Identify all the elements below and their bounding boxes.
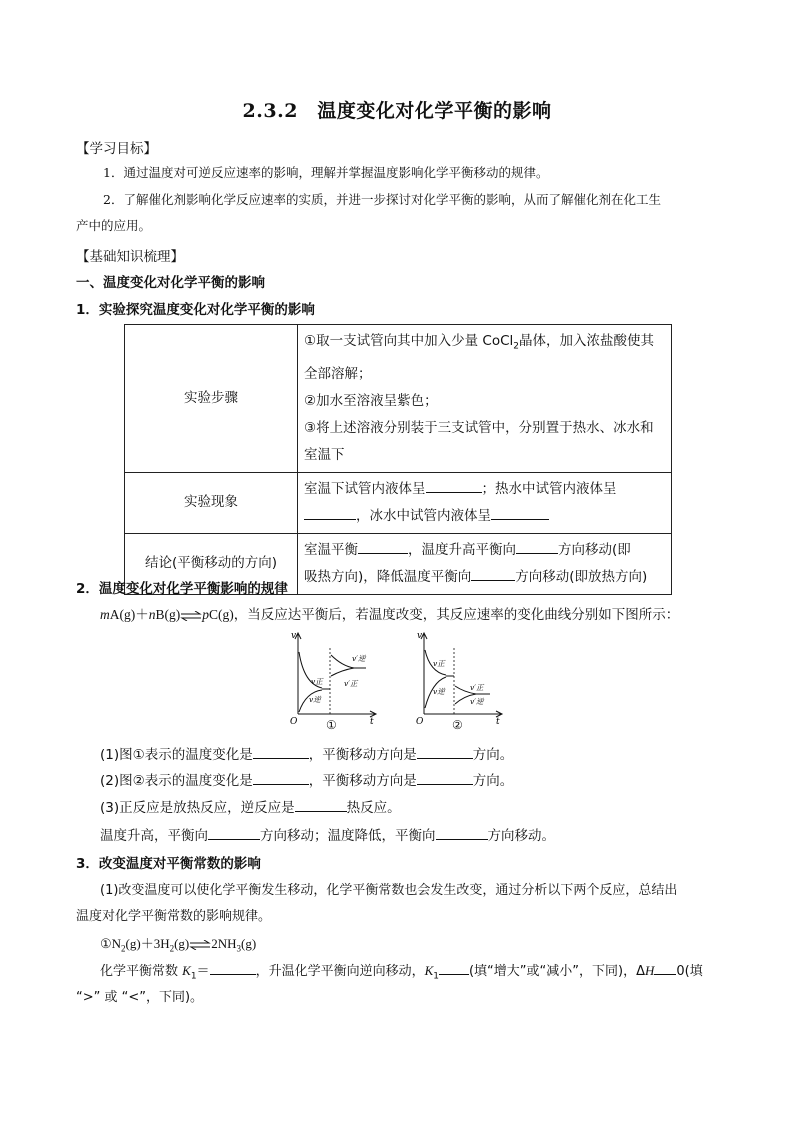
subscript: 1 <box>190 971 197 982</box>
section-1-heading: 一、温度变化对化学平衡的影响 <box>76 275 265 291</box>
step-2-text: ②加水至溶液呈紫色； <box>304 392 438 409</box>
conclusion-text: 吸热方向)，降低温度平衡向 <box>304 568 472 585</box>
phenomena-text: ，冰水中试管内液体呈 <box>356 507 491 524</box>
species-c: C(g) <box>209 607 234 622</box>
rule-text: 方向移动。 <box>487 828 555 844</box>
basics-heading: 【基础知识梳理】 <box>76 249 184 265</box>
state-label: (g) <box>174 936 190 951</box>
forward-label: v正 <box>311 677 323 686</box>
question-text: 热反应。 <box>346 800 401 816</box>
question-text: 方向。 <box>472 747 514 763</box>
answer-blank[interactable] <box>654 960 676 975</box>
answer-blank[interactable] <box>471 566 515 581</box>
question-text: ，平衡移动方向是 <box>308 747 417 763</box>
reaction-1 <box>100 933 256 954</box>
answer-blank[interactable] <box>358 539 408 554</box>
rule-text: 温度升高，平衡向 <box>100 828 208 844</box>
forward-label: v正 <box>433 659 445 668</box>
answer-blank[interactable] <box>210 960 256 975</box>
answer-blank[interactable] <box>426 478 482 493</box>
conclusion-text: 方向移动(即放热方向) <box>515 568 648 585</box>
table-row <box>125 472 672 533</box>
new-reverse-label: v′逆 <box>470 697 484 706</box>
h-symbol: H <box>644 963 655 978</box>
subsection-1-heading: 1．实验探究温度变化对化学平衡的影响 <box>76 302 315 318</box>
answer-blank[interactable] <box>417 744 473 759</box>
new-reverse-label: v′逆 <box>352 654 366 663</box>
equilibrium-constant-line <box>100 960 703 982</box>
step-3-cont: 室温下 <box>304 446 345 463</box>
question-text: (1)图①表示的温度变化是 <box>100 747 253 763</box>
step-1-text: ①取一支试管向其中加入少量 CoCl <box>304 333 514 349</box>
reverse-label: v逆 <box>309 695 321 704</box>
question-text: ，平衡移动方向是 <box>308 773 417 789</box>
conclusion-text: 方向移动(即 <box>558 541 631 558</box>
k-text: (填“增大”或“减小”，下同)，Δ <box>468 964 645 979</box>
temperature-rule <box>100 824 555 844</box>
experiment-table <box>124 324 672 595</box>
y-axis-label: v <box>417 631 423 641</box>
graph-2-caption: ② <box>452 718 463 732</box>
answer-blank[interactable] <box>253 744 309 759</box>
reverse-label: v逆 <box>433 687 445 696</box>
table-cell-steps <box>298 325 672 473</box>
objective-2-line-2: 产中的应用。 <box>76 218 152 233</box>
k-text: 化学平衡常数 <box>100 964 183 979</box>
table-row <box>125 325 672 473</box>
subsection-3-heading: 3．改变温度对平衡常数的影响 <box>76 856 261 872</box>
table-header-steps: 实验步骤 <box>125 325 298 473</box>
k-symbol: K <box>424 963 434 978</box>
conclusion-text: 室温平衡 <box>304 541 358 558</box>
new-forward-label: v′正 <box>344 679 358 688</box>
origin-label: O <box>416 717 424 727</box>
question-2 <box>100 769 513 789</box>
new-forward-label: v′正 <box>470 683 484 692</box>
graph-1-caption: ① <box>326 718 337 732</box>
rule-text: 方向移动；温度降低，平衡向 <box>260 828 436 844</box>
y-axis-label: v <box>291 631 297 641</box>
subsection-2-heading: 2．温度变化对化学平衡影响的规律 <box>76 581 288 597</box>
question-1 <box>100 743 513 763</box>
reaction-intro: ，当反应达平衡后，若温度改变，其反应速率的变化曲线分别如下图所示： <box>233 607 680 623</box>
k-text: ，升温化学平衡向逆向移动， <box>255 964 425 979</box>
objective-2-line-1: 2．了解催化剂影响化学反应速率的实质，并进一步探讨对化学平衡的影响，从而了解催化剂在化工生 <box>103 192 661 207</box>
subscript: 3 <box>236 943 242 954</box>
equilibrium-constant-line-2: “>” 或 “<”，下同)。 <box>76 990 204 1005</box>
species-b: B(g) <box>155 607 181 622</box>
species-nh3: 2NH <box>211 936 237 951</box>
answer-blank[interactable] <box>295 797 347 812</box>
equals-sign: ＝ <box>196 964 210 979</box>
answer-blank[interactable] <box>208 825 260 840</box>
phenomena-text: ；热水中试管内液体呈 <box>481 480 617 497</box>
k-symbol: K <box>182 963 191 978</box>
subscript: 2 <box>121 943 126 954</box>
question-3 <box>100 796 401 816</box>
phenomena-text: 室温下试管内液体呈 <box>304 480 426 497</box>
page-title: 2.3.2 温度变化对化学平衡的影响 <box>242 100 552 122</box>
question-text: (2)图②表示的温度变化是 <box>100 773 253 789</box>
x-axis-label: t <box>496 717 500 727</box>
species-a: A(g)＋ <box>109 607 149 622</box>
step-1-text-end: 晶体，加入浓盐酸使其 <box>519 333 654 349</box>
table-cell-conclusion <box>298 533 672 594</box>
answer-blank[interactable] <box>436 825 488 840</box>
objective-1: 1．通过温度对可逆反应速率的影响，理解并掌握温度影响化学平衡移动的规律。 <box>103 165 549 180</box>
step-3-text: ③将上述溶液分别装于三支试管中，分别置于热水、冰水和 <box>304 419 654 436</box>
question-text: (3)正反应是放热反应，逆反应是 <box>100 800 295 816</box>
table-cell-phenomena <box>298 472 672 533</box>
answer-blank[interactable] <box>304 505 356 520</box>
x-axis-label: t <box>370 717 374 727</box>
k-text: 0(填 <box>676 964 703 979</box>
coef-m: m <box>100 607 110 622</box>
table-header-phenomena: 实验现象 <box>125 472 298 533</box>
state-label: (g) <box>241 936 257 951</box>
species-h2: (g)＋3H <box>125 936 170 951</box>
answer-blank[interactable] <box>417 770 473 785</box>
species-n2: ①N <box>100 936 122 951</box>
step-1-cont: 全部溶解； <box>304 365 372 382</box>
answer-blank[interactable] <box>439 960 469 975</box>
answer-blank[interactable] <box>516 539 558 554</box>
new-forward-curve <box>331 668 354 676</box>
subscript: 1 <box>433 971 439 982</box>
paragraph-1-line-1: (1)改变温度可以使化学平衡发生移动，化学平衡常数也会发生改变，通过分析以下两个反应，总结出 <box>100 883 678 898</box>
subscript: 2 <box>513 341 519 352</box>
coef-n: n <box>148 607 156 622</box>
answer-blank[interactable] <box>253 770 309 785</box>
subscript: 2 <box>169 943 175 954</box>
origin-label: O <box>290 717 298 727</box>
answer-blank[interactable] <box>491 505 549 520</box>
equilibrium-arrow-icon <box>180 611 202 621</box>
reaction-equation <box>100 603 679 623</box>
conclusion-text: ，温度升高平衡向 <box>408 541 516 558</box>
table-header-conclusion: 结论(平衡移动的方向) <box>125 533 298 594</box>
coef-p: p <box>202 607 209 622</box>
objectives-heading: 【学习目标】 <box>76 141 157 157</box>
paragraph-1-line-2: 温度对化学平衡常数的影响规律。 <box>76 909 272 924</box>
question-text: 方向。 <box>472 773 514 789</box>
equilibrium-arrow-icon <box>189 940 211 950</box>
